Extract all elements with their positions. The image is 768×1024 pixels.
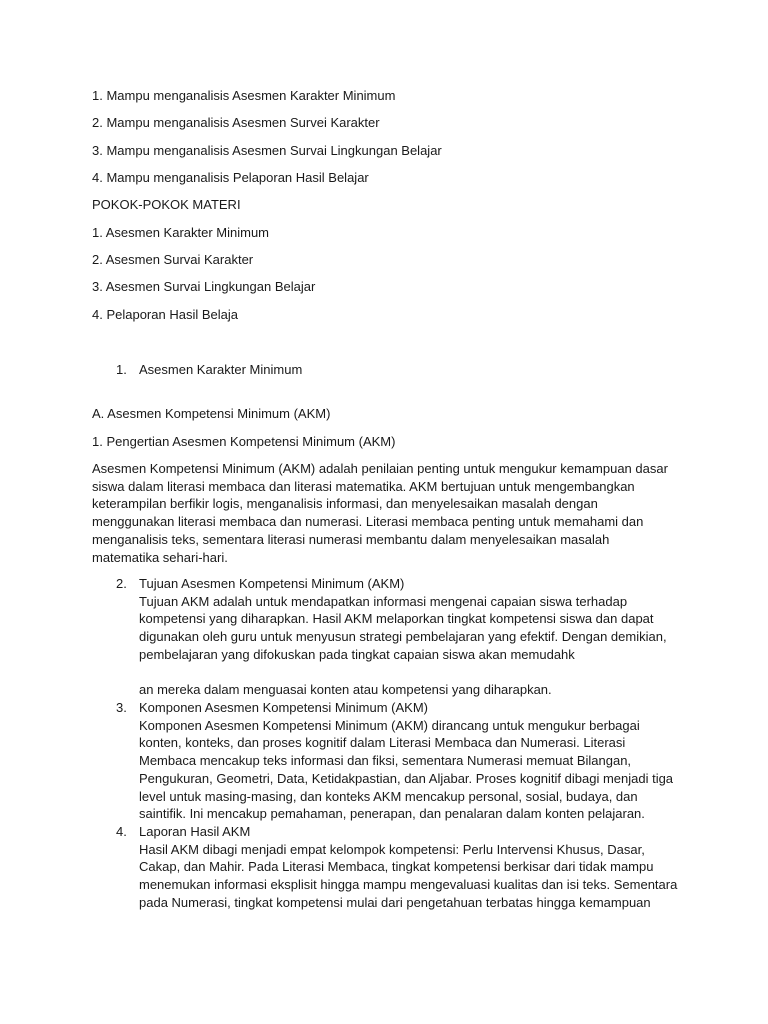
paragraph-line: Tujuan AKM adalah untuk mendapatkan informasi mengenai capaian siswa terhadap [139, 593, 628, 609]
paragraph-line: Pengukuran, Geometri, Data, Ketidakpastian, dan Aljabar. Proses kognitif dibagi menjadi tiga [139, 770, 674, 786]
subsection-a-title: A. Asesmen Kompetensi Minimum (AKM) [92, 406, 331, 421]
paragraph-line: an mereka dalam menguasai konten atau kompetensi yang diharapkan. [139, 682, 552, 697]
paragraph-line: menganalisis teks, sementara literasi numerasi membantu dalam menyelesaikan masalah [92, 531, 610, 547]
paragraph-line: Cakap, dan Mahir. Pada Literasi Membaca, tingkat kompetensi berkisar dari tidak mampu [139, 859, 654, 875]
paragraph-line: menemukan informasi eksplisit hingga mampu mengevaluasi kualitas dan isi teks. Sementara [139, 877, 678, 893]
point-4-title: Laporan Hasil AKM [139, 824, 251, 839]
point-1-paragraph [92, 460, 682, 566]
point-3-number: 3. [116, 700, 127, 715]
section-1-title: Asesmen Karakter Minimum [139, 362, 303, 377]
point-2-title: Tujuan Asesmen Kompetensi Minimum (AKM) [139, 576, 405, 591]
paragraph-line: siswa dalam literasi membaca dan literasi matematika. AKM bertujuan untuk mengembangkan [92, 478, 635, 494]
point-1-title: 1. Pengertian Asesmen Kompetensi Minimum (AKM) [92, 434, 396, 449]
point-4-number: 4. [116, 824, 127, 839]
paragraph-line: Asesmen Kompetensi Minimum (AKM) adalah penilaian penting untuk mengukur kemampuan dasar [92, 461, 668, 476]
objective-item-2: 2. Mampu menganalisis Asesmen Survei Karakter [92, 115, 380, 130]
paragraph-line: level untuk masing-masing, dan konteks AKM mencakup personal, sosial, budaya, dan [139, 788, 638, 804]
objective-item-1: 1. Mampu menganalisis Asesmen Karakter Minimum [92, 88, 396, 103]
paragraph-line: Komponen Asesmen Kompetensi Minimum (AKM) dirancang untuk mengukur berbagai [139, 717, 640, 733]
paragraph-line: matematika sehari-hari. [92, 549, 228, 565]
paragraph-line: menggunakan literasi membaca dan numerasi. Literasi membaca penting untuk memahami dan [92, 514, 644, 530]
point-2-block [139, 575, 699, 664]
section-1-number: 1. [116, 362, 127, 377]
paragraph-line: Membaca mencakup teks informasi dan fiksi, sementara Numerasi memuat Bilangan, [139, 753, 632, 769]
paragraph-line: keterampilan berfikir logis, menganalisis informasi, dan menyelesaikan masalah dengan [92, 496, 598, 512]
materials-heading: POKOK-POKOK MATERI [92, 197, 241, 212]
material-item-2: 2. Asesmen Survai Karakter [92, 252, 254, 267]
point-4-block [139, 823, 699, 912]
paragraph-line: kompetensi yang diharapkan. Hasil AKM melaporkan tingkat kompetensi siswa dan dapat [139, 611, 654, 627]
paragraph-line: saintifik. Ini mencakup pemahaman, penerapan, dan penalaran dalam konten pelajaran. [139, 806, 645, 822]
paragraph-line: pembelajaran yang difokuskan pada tingkat capaian siswa akan memudahk [139, 646, 575, 662]
objective-item-4: 4. Mampu menganalisis Pelaporan Hasil Belajar [92, 170, 369, 185]
paragraph-line: pada Numerasi, tingkat kompetensi mulai dari pengetahuan terbatas hingga kemampuan [139, 894, 651, 910]
material-item-1: 1. Asesmen Karakter Minimum [92, 225, 270, 240]
point-2-number: 2. [116, 576, 127, 591]
material-item-4: 4. Pelaporan Hasil Belaja [92, 307, 238, 322]
paragraph-line: Hasil AKM dibagi menjadi empat kelompok kompetensi: Perlu Intervensi Khusus, Dasar, [139, 841, 645, 857]
paragraph-line: digunakan oleh guru untuk menyusun strategi pembelajaran yang efektif. Dengan demikian, [139, 629, 667, 645]
point-2-continuation [139, 681, 699, 699]
material-item-3: 3. Asesmen Survai Lingkungan Belajar [92, 279, 316, 294]
point-3-block [139, 699, 699, 823]
point-3-title: Komponen Asesmen Kompetensi Minimum (AKM) [139, 700, 429, 715]
objective-item-3: 3. Mampu menganalisis Asesmen Survai Lingkungan Belajar [92, 143, 442, 158]
paragraph-line: konten, konteks, dan proses kognitif dalam Literasi Membaca dan Numerasi. Literasi [139, 735, 626, 751]
